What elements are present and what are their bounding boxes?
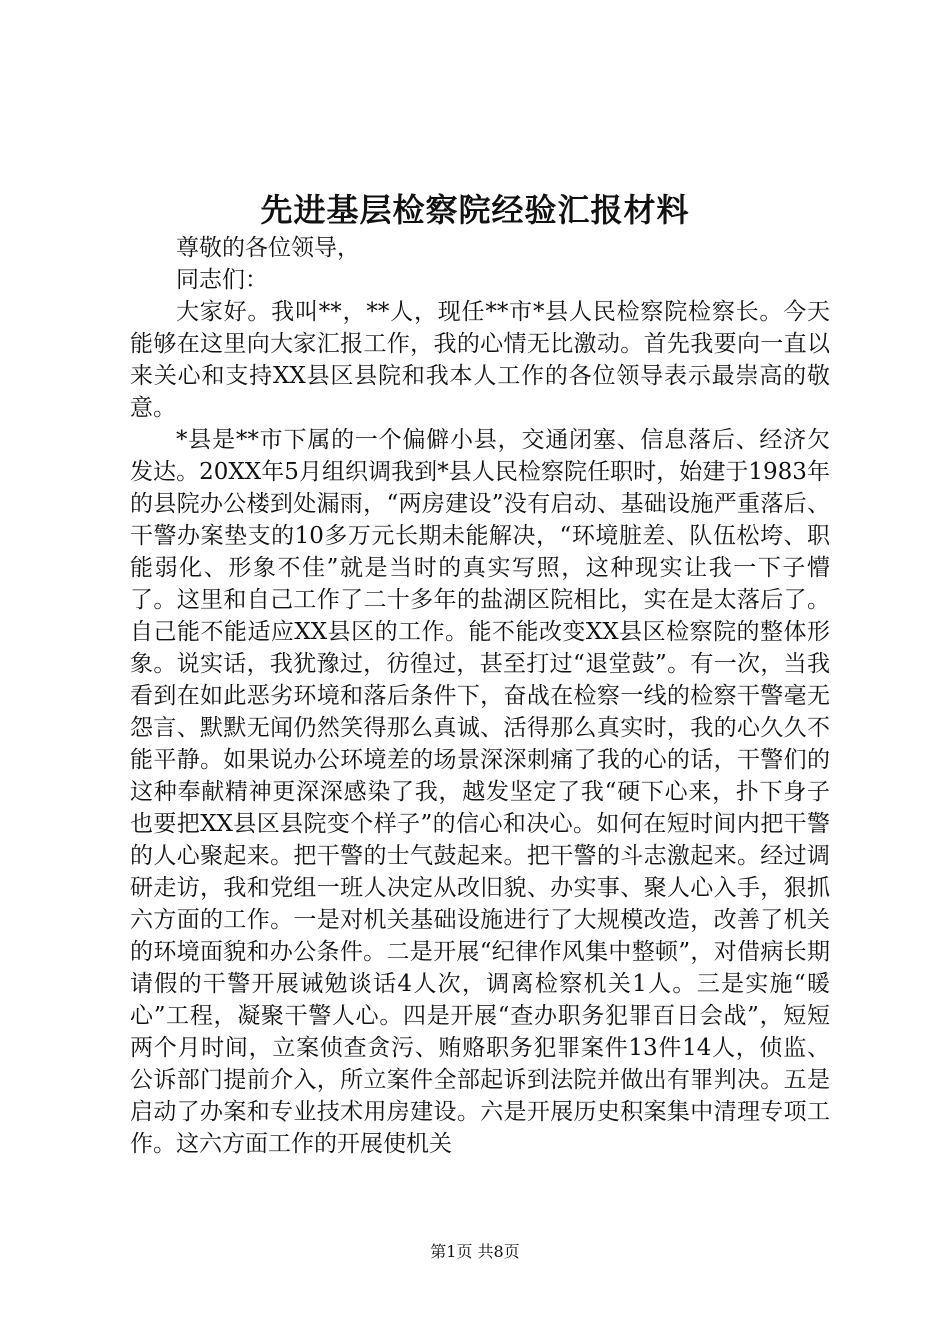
greeting-line: 尊敬的各位领导， (176, 235, 360, 261)
page-number-footer: 第1页 共8页 (430, 1242, 520, 1261)
paragraph-main: *县是**市下属的一个偏僻小县，交通闭塞、信息落后、经济欠发达。20XX年5月组织调我到*县人民检察院任职时，始建于1983年的县院办公楼到处漏雨，“两房建设”没有启动、基础设施严重落后、干警办案垫支的10多万元长期未能解决，“环境脏差、队伍松垮、职能弱化、形象不佳”就是当时的真实写照，这种现实让我一下子懵了。这里和自己工作了二十多年的盐湖区院相比，实在是太落后了。自己能不能适应XX县区的工作。能不能改变XX县区检察院的整体形象。说实话，我犹豫过，彷徨过，甚至打过“退堂鼓”。有一次，当我看到在如此恶劣环境和落后条件下，奋战在检察一线的检察干警毫无怨言、默默无闻仍然笑得那么真诚、活得那么真实时，我的心久久不能平静。如果说办公环境差的场景深深刺痛了我的心的话，干警们的这种奉献精神更深深感染了我，越发坚定了我“硬下心来，扑下身子也要把XX县区县院变个样子”的信心和决心。如何在短时间内把干警的人心聚起来。把干警的士气鼓起来。把干警的斗志激起来。经过调研走访，我和党组一班人决定从改旧貌、办实事、聚人心入手，狠抓六方面的工作。一是对机关基础设施进行了大规模改造，改善了机关的环境面貌和办公条件。二是开展“纪律作风集中整顿”，对借病长期请假的干警开展诫勉谈话4人次，调离检察机关1人。三是实施“暖心”工程，凝聚干警人心。四是开展“查办职务犯罪百日会战”，短短两个月时间，立案侦查贪污、贿赂职务犯罪案件13件14人，侦监、公诉部门提前介入，所立案件全部起诉到法院并做出有罪判决。五是启动了办案和专业技术用房建设。六是开展历史积案集中清理专项工作。这六方面工作的开展使机关 (130, 427, 830, 1157)
paragraph-intro: 大家好。我叫**，**人，现任**市*县人民检察院检察长。今天能够在这里向大家汇报工作，我的心情无比激动。首先我要向一直以来关心和支持XX县区县院和我本人工作的各位领导表示最崇高的敬意。 (130, 299, 830, 421)
document-title: 先进基层检察院经验汇报材料 (260, 191, 690, 229)
salutation-line: 同志们： (176, 267, 268, 293)
document-body (130, 232, 830, 1160)
